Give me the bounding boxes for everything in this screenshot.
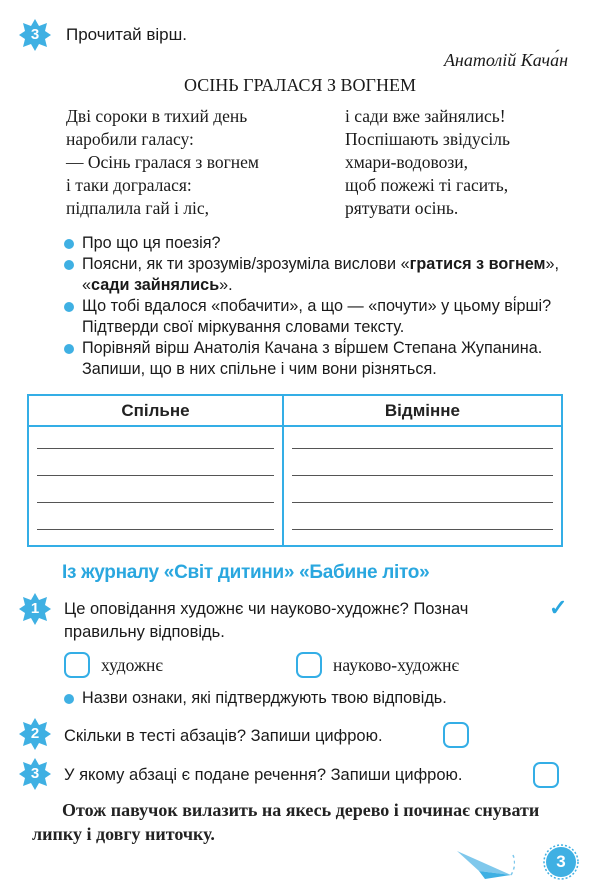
poem-line: щоб пожежі ті гасить, — [345, 175, 509, 195]
question-text: », « — [82, 255, 560, 294]
page-number: 3 — [556, 852, 566, 871]
bullet-icon — [64, 344, 74, 354]
poem-line: і таки догралася: — [66, 175, 192, 195]
question-list — [62, 233, 582, 380]
column-header-different: Відмінне — [283, 395, 562, 426]
poem-author: Анатолій Кача́н — [443, 50, 568, 70]
task-number: 3 — [30, 765, 40, 782]
question-text: ». — [219, 276, 233, 294]
option-checkbox[interactable] — [296, 652, 322, 678]
question-text: Порівняй вірш Анатолія Качана з ві́ршем Степана Жупанина. Запиши, що в них спільне і чим вони різняться. — [82, 339, 543, 378]
poem-line: — Осінь гралася з вогнем — [66, 152, 259, 172]
writing-line[interactable] — [37, 503, 274, 530]
page-number-badge — [543, 844, 579, 880]
task1-sub-question — [62, 688, 582, 709]
read-poem-instruction: Прочитай вірш. — [66, 25, 188, 44]
paper-plane-icon — [455, 845, 515, 886]
task-number: 1 — [30, 600, 40, 617]
comparison-table — [27, 394, 563, 547]
poem-line: рятувати осінь. — [345, 198, 459, 218]
poem-line: Дві сороки в тихий день — [66, 106, 248, 126]
common-answer-cell[interactable] — [28, 426, 283, 546]
writing-line[interactable] — [37, 476, 274, 503]
task2-question: Скільки в тесті абзаців? Запиши цифрою. — [64, 727, 383, 745]
section-heading: Із журналу «Світ дитини» «Бабине літо» — [62, 562, 430, 583]
poem-line: підпалила гай і ліс, — [66, 198, 210, 218]
writing-line[interactable] — [292, 503, 553, 530]
writing-line[interactable] — [37, 449, 274, 476]
expression-bold: сади зайнялись — [91, 276, 220, 294]
poem-title: ОСІНЬ ГРАЛАСЯ З ВОГНЕМ — [184, 75, 416, 95]
bullet-icon — [64, 239, 74, 249]
task-number-star-icon — [18, 717, 52, 751]
task-number: 2 — [30, 725, 40, 742]
question-item — [62, 296, 582, 338]
question-item — [62, 233, 582, 254]
expression-bold: гратися з вогнем — [409, 255, 546, 273]
question-item — [62, 254, 582, 296]
poem-right-column — [345, 105, 510, 220]
poem-line: хмари-водовози, — [345, 152, 469, 172]
answer-box[interactable] — [533, 762, 559, 788]
task1-question — [64, 598, 468, 620]
different-answer-cell[interactable] — [283, 426, 562, 546]
question-text: Про що ця поезія? — [82, 234, 221, 252]
task-number: 3 — [30, 26, 40, 43]
writing-line[interactable] — [37, 427, 274, 449]
poem-line: Поспішають звідусіль — [345, 129, 510, 149]
bullet-icon — [64, 302, 74, 312]
writing-line[interactable] — [292, 449, 553, 476]
poem-line: і сади вже зайнялись! — [345, 106, 506, 126]
question-item — [62, 688, 582, 709]
poem-left-column — [66, 105, 259, 220]
answer-box[interactable] — [443, 722, 469, 748]
bullet-icon — [64, 260, 74, 270]
option-label: художнє — [101, 655, 163, 675]
bullet-icon — [64, 694, 74, 704]
column-header-common: Спільне — [28, 395, 283, 426]
question-text: Що тобі вдалося «побачити», а що — «почути» у цьому ві́рші? Підтверди свої міркування словами тексту. — [82, 297, 552, 336]
poem-line: наробили галасу: — [66, 129, 194, 149]
option-label: науково-художнє — [333, 655, 459, 675]
option-checkbox[interactable] — [64, 652, 90, 678]
writing-line[interactable] — [292, 476, 553, 503]
task1-text-line2: правильну відповідь. — [64, 623, 225, 641]
question-item — [62, 338, 582, 380]
quoted-sentence: Отож павучок вилазить на якесь дерево і починає снувати липку і довгу ниточку. — [32, 800, 540, 844]
task-number-star-icon — [18, 592, 52, 626]
question-text: Поясни, як ти зрозумів/зрозуміла вислови « — [82, 255, 410, 273]
task-number-star-icon — [18, 757, 52, 791]
question-text: Назви ознаки, які підтверджують твою відповідь. — [82, 689, 447, 707]
task-number-star-icon — [18, 18, 52, 52]
check-mark-icon: ✓ — [549, 595, 568, 620]
task3-question: У якому абзаці є подане речення? Запиши цифрою. — [64, 766, 463, 784]
task1-text: Це оповідання художнє чи науково-художнє? Познач — [64, 600, 469, 618]
writing-line[interactable] — [292, 427, 553, 449]
